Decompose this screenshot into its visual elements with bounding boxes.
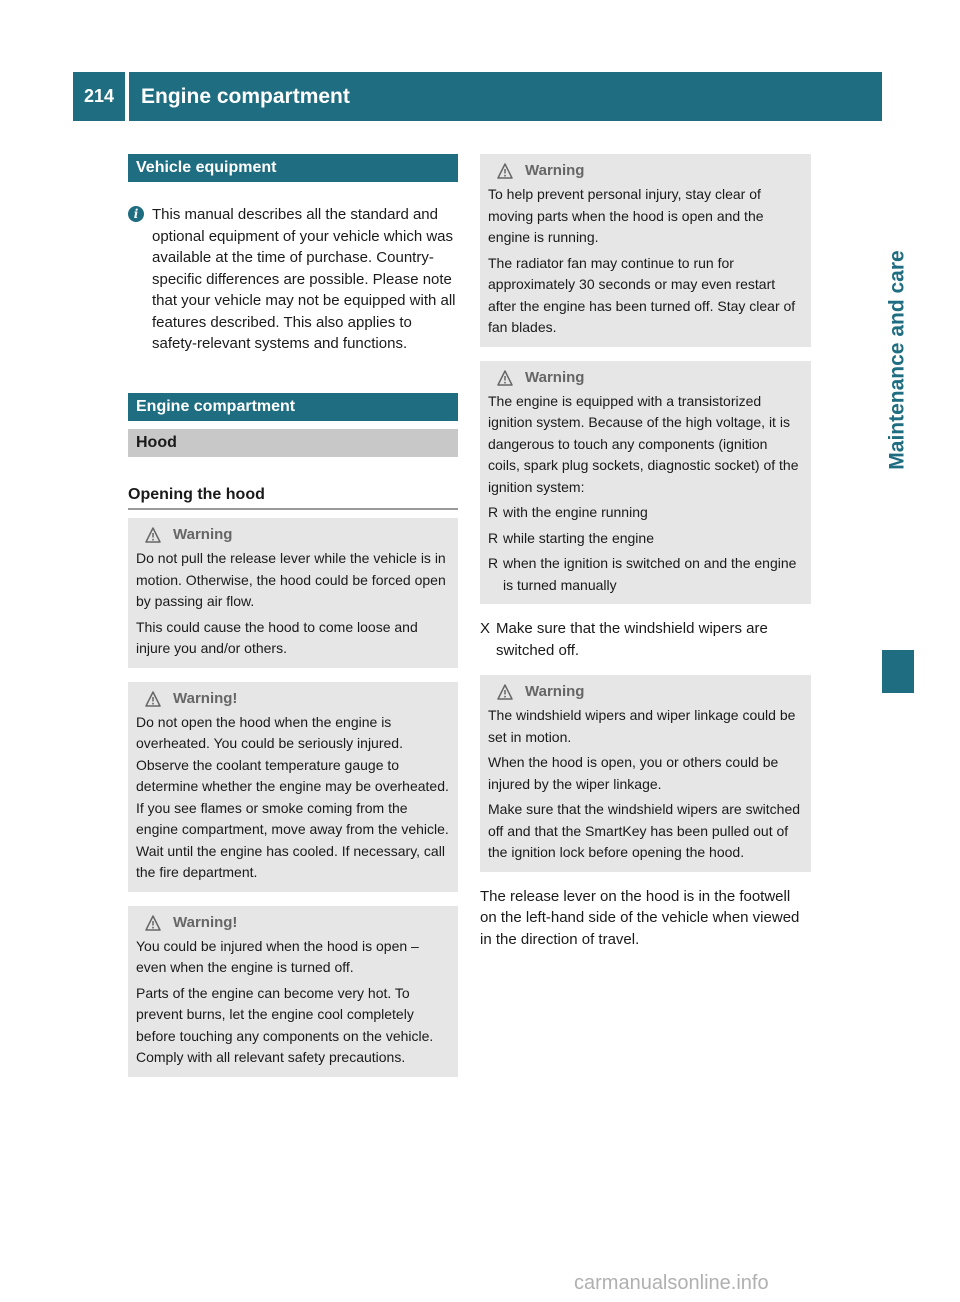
hood-heading: Hood — [128, 429, 458, 457]
opening-hood-section — [128, 486, 458, 510]
instruction-step — [480, 618, 811, 661]
warning-text: Do not pull the release lever while the vehicle is in motion. Otherwise, the hood could be forced open by passing air flow. — [136, 550, 446, 609]
warning-box — [480, 675, 811, 872]
right-column — [480, 154, 811, 950]
list-item-text: with the engine running — [503, 504, 648, 520]
list-item — [488, 528, 803, 550]
bullet-mark: R — [488, 555, 499, 571]
warning-icon — [497, 370, 513, 386]
warning-title: Warning — [525, 683, 585, 701]
warning-title: Warning — [173, 526, 233, 544]
warning-text: Parts of the engine can become very hot. To prevent burns, let the engine cool completely before touching any components on the vehicle. Comply with all relevant safety precautions. — [136, 984, 434, 1065]
info-icon: i — [128, 206, 144, 222]
warning-icon — [497, 163, 513, 179]
warning-box — [128, 518, 458, 668]
warning-title: Warning — [525, 368, 585, 386]
warning-title: Warning — [525, 162, 585, 180]
bullet-mark: R — [488, 529, 499, 546]
warning-title-row — [488, 367, 803, 389]
warning-title-row — [136, 524, 450, 546]
list-item-text: while starting the engine — [503, 529, 654, 546]
side-tab — [882, 72, 914, 647]
info-note — [128, 204, 458, 355]
warning-text: This could cause the hood to come loose and injure you and/or others. — [136, 618, 418, 656]
warning-box — [128, 682, 458, 892]
instruction-text: Make sure that the windshield wipers are switched off. — [496, 620, 768, 659]
warning-text: Make sure that the windshield wipers are switched off and that the SmartKey has been pulled out of the ignition lock before opening the hood. — [488, 801, 801, 860]
warning-text: Do not open the hood when the engine is overheated. You could be seriously injured. Observe the coolant temperature gauge to determine whether the engine may be overheated. If you see flames or smoke coming from the engine compartment, move away from the vehicle. Wait until the engine has cooled. If necessary, call the fire department. — [136, 713, 449, 880]
warning-text: The radiator fan may continue to run for approximately 30 seconds or may even restart after the engine has been turned off. Stay clear of fan blades. — [488, 254, 796, 335]
left-column — [128, 154, 458, 457]
warning-title-row — [136, 912, 450, 934]
list-item — [488, 502, 803, 524]
engine-compartment-heading: Engine compartment — [128, 393, 458, 421]
watermark: carmanualsonline.info — [574, 1272, 769, 1294]
page-number: 214 — [73, 72, 125, 121]
bullet-mark: R — [488, 504, 499, 520]
warning-title: Warning! — [173, 689, 238, 707]
warning-box — [480, 154, 811, 347]
warning-box — [128, 906, 458, 1077]
warning-title-row — [488, 681, 803, 703]
opening-hood-heading: Opening the hood — [128, 486, 458, 510]
warning-text: The engine is equipped with a transistorized ignition system. Because of the high voltage, it is dangerous to touch any components (ignition coils, spark plug sockets, diagnostic socket) of the ignition system: — [488, 392, 799, 495]
warning-title: Warning! — [173, 913, 238, 931]
instruction-arrow-icon: X — [480, 620, 491, 637]
warning-box — [480, 361, 811, 605]
warning-icon — [145, 691, 161, 707]
warning-title-row — [488, 160, 803, 182]
vehicle-equipment-heading: Vehicle equipment — [128, 154, 458, 182]
warning-text: When the hood is open, you or others could be injured by the wiper linkage. — [488, 754, 779, 792]
warning-title-row — [136, 688, 450, 710]
warning-icon — [145, 915, 161, 931]
warning-text: To help prevent personal injury, stay clear of moving parts when the hood is open and the engine is running. — [488, 186, 764, 245]
side-tab-label: Maintenance and care — [886, 249, 910, 470]
warning-icon — [497, 684, 513, 700]
list-item — [488, 553, 803, 596]
warning-text: The windshield wipers and wiper linkage could be set in motion. — [488, 707, 796, 745]
closing-paragraph: The release lever on the hood is in the footwell on the left-hand side of the vehicle when viewed in the direction of travel. — [480, 887, 800, 948]
list-item-text: when the ignition is switched on and the engine is turned manually — [503, 555, 797, 593]
warning-icon — [145, 527, 161, 543]
section-title: Engine compartment — [129, 72, 882, 121]
left-warnings — [128, 518, 458, 1077]
info-text: This manual describes all the standard and optional equipment of your vehicle which was available at the time of purchase. Country-specific differences are possible. Please note that your vehicle may not be equipped with all features described. This also applies to safety-relevant systems and functions. — [152, 206, 456, 352]
side-tab-marker — [882, 650, 914, 693]
warning-text: You could be injured when the hood is open – even when the engine is turned off. — [136, 937, 419, 975]
